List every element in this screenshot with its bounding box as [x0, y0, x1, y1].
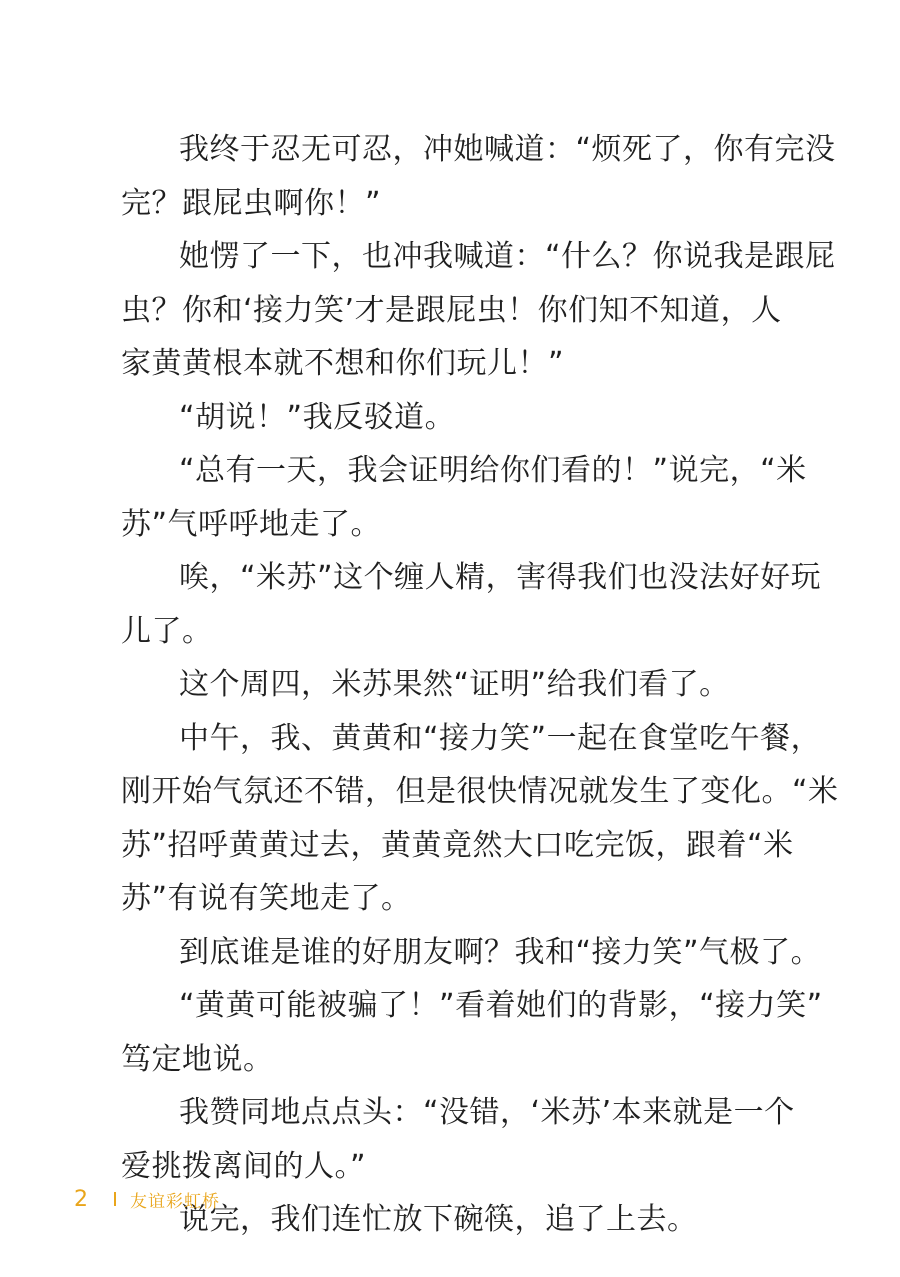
text-line: 这个周四，米苏果然“证明”给我们看了。 — [179, 667, 730, 702]
page-footer — [74, 1184, 220, 1214]
text-line: 她愣了一下，也冲我喊道：“什么？你说我是跟屁 — [179, 239, 836, 274]
body-text — [121, 123, 839, 1247]
text-line: 虫？你和‘接力笑’才是跟屁虫！你们知不知道，人 — [121, 292, 782, 328]
footer-divider — [114, 1192, 116, 1206]
text-line: 笃定地说。 — [121, 1041, 274, 1077]
text-line: 我终于忍无可忍，冲她喊道：“烦死了，你有完没 — [179, 132, 836, 167]
text-line: “胡说！”我反驳道。 — [179, 399, 456, 435]
text-line: 苏”有说有笑地走了。 — [121, 881, 412, 916]
text-line: 唉，“米苏”这个缠人精，害得我们也没法好好玩 — [179, 560, 822, 595]
text-line: 家黄黄根本就不想和你们玩儿！” — [121, 346, 565, 381]
text-line: 刚开始气氛还不错，但是很快情况就发生了变化。“米 — [121, 774, 839, 809]
text-line: 苏”招呼黄黄过去，黄黄竟然大口吃完饭，跟着“米 — [121, 827, 794, 863]
text-line: 儿了。 — [121, 613, 213, 649]
text-line: 我赞同地点点头：“没错，‘米苏’本来就是一个 — [179, 1095, 795, 1130]
text-line: 完？跟屁虫啊你！” — [121, 185, 382, 221]
text-line: “总有一天，我会证明给你们看的！”说完，“米 — [179, 453, 807, 488]
text-line: 说完，我们连忙放下碗筷，追了上去。 — [179, 1202, 698, 1237]
text-line: 中午，我、黄黄和“接力笑”一起在食堂吃午餐， — [179, 720, 822, 756]
page-number: 2 — [74, 1186, 88, 1212]
text-line: “黄黄可能被骗了！”看着她们的背影，“接力笑” — [179, 988, 823, 1023]
book-title: 友谊彩虹桥 — [130, 1191, 220, 1212]
text-line: 爱挑拨离间的人。” — [121, 1148, 367, 1184]
text-line: 到底谁是谁的好朋友啊？我和“接力笑”气极了。 — [179, 934, 822, 970]
text-line: 苏”气呼呼地走了。 — [121, 506, 382, 542]
